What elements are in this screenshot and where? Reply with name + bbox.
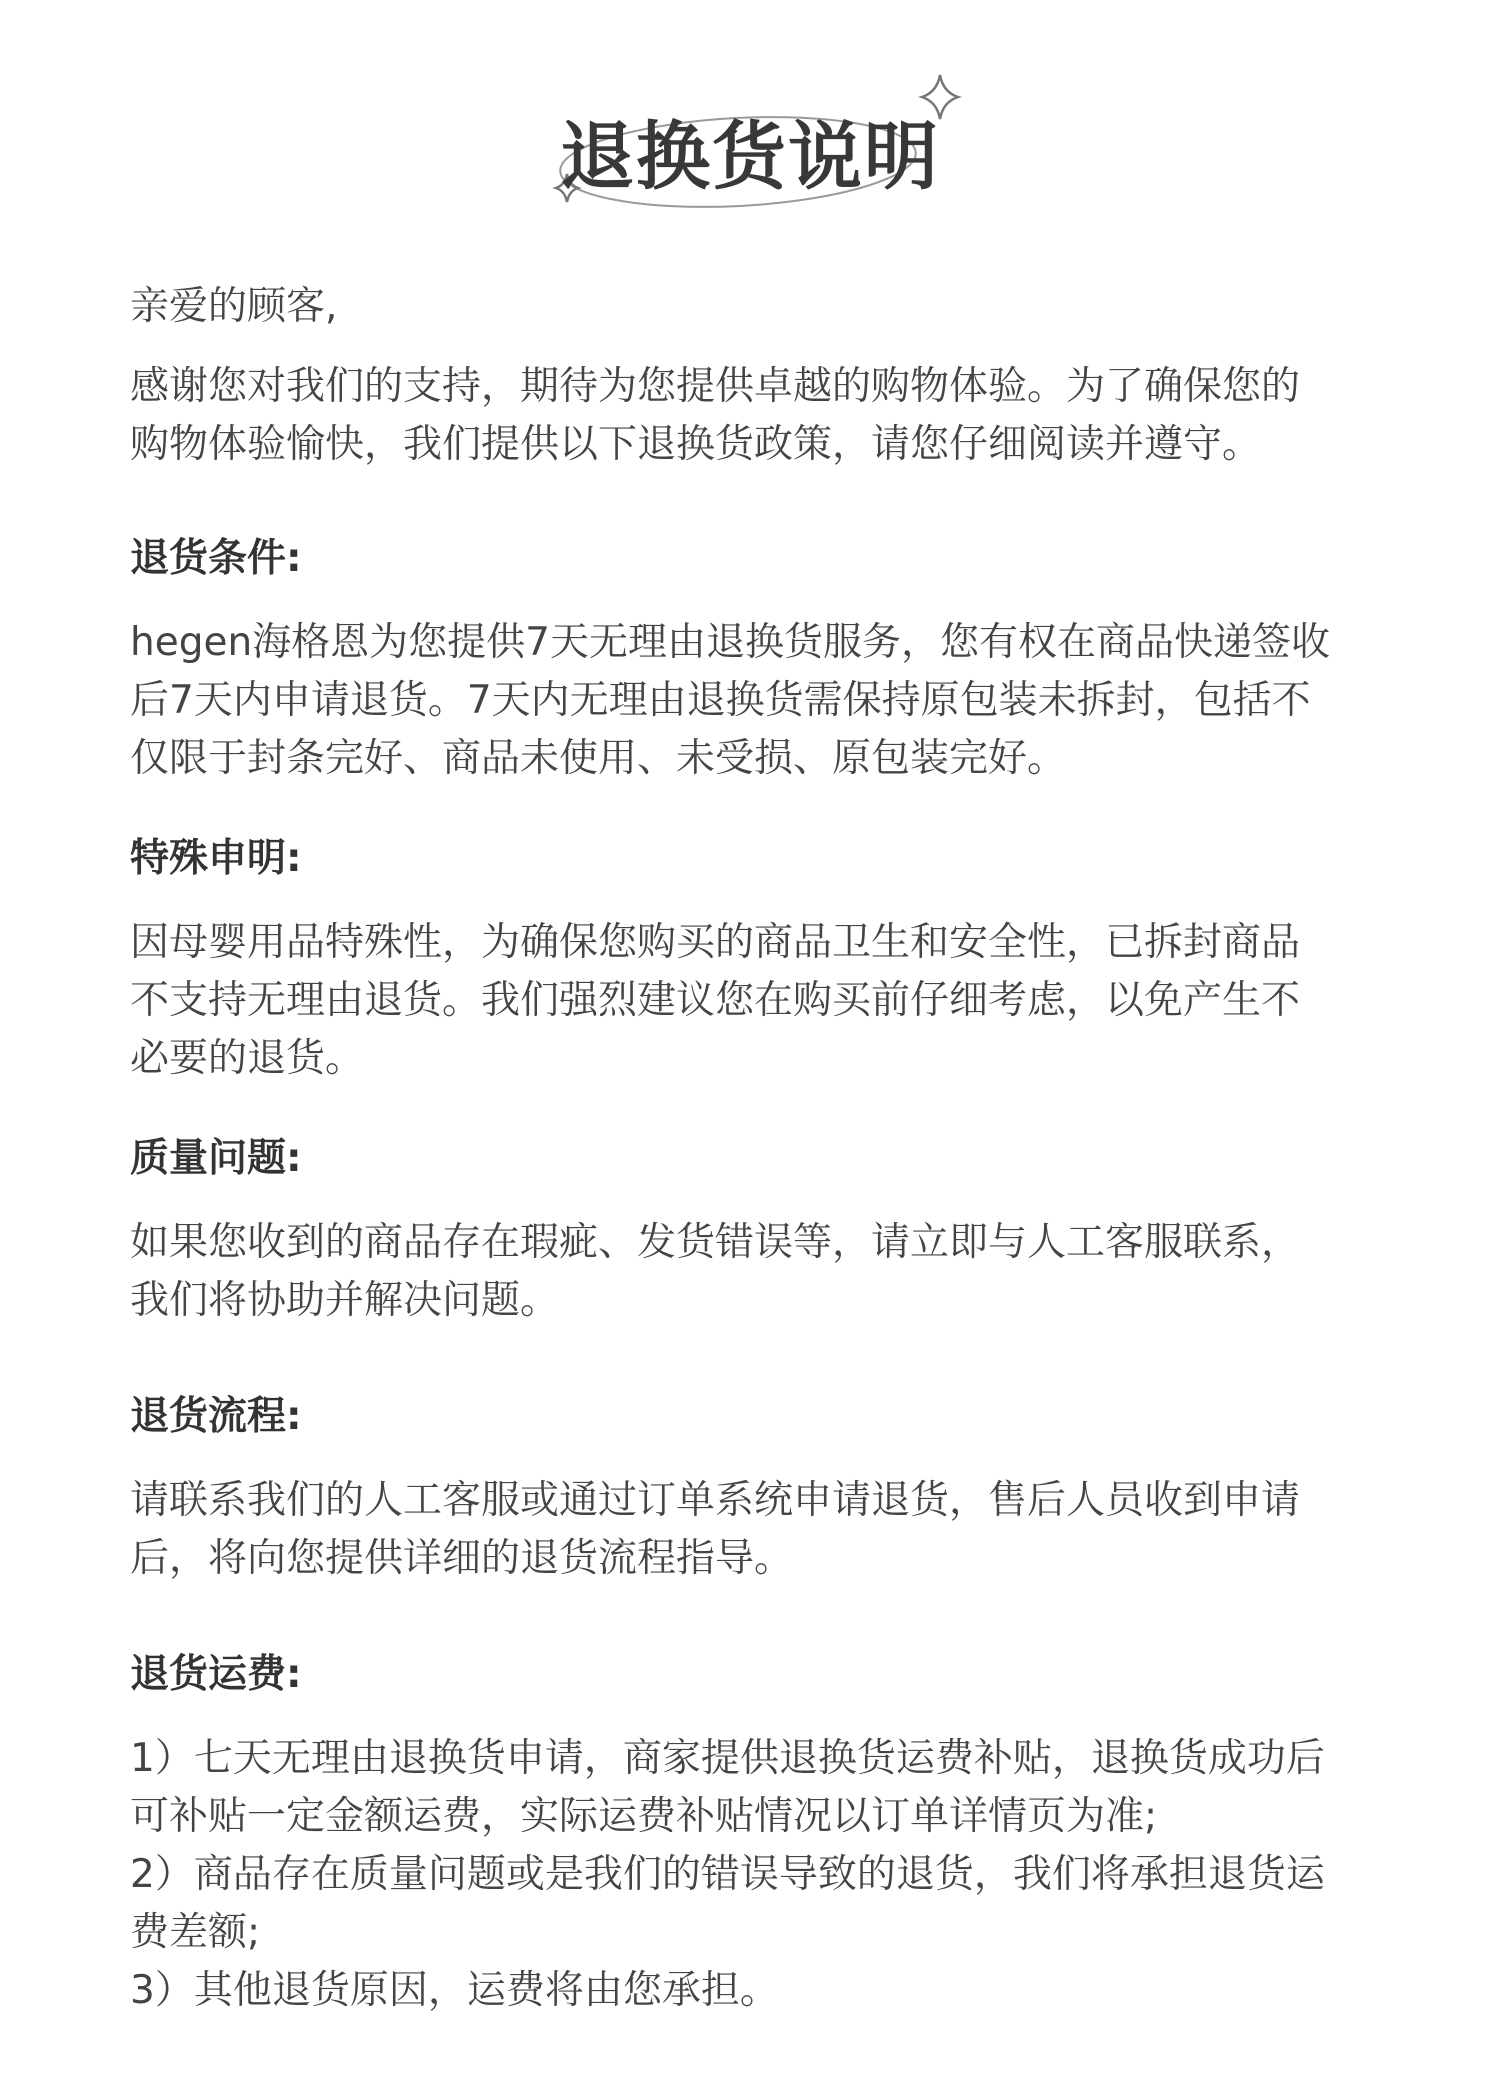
section-line: 如果您收到的商品存在瑕疵、发货错误等，请立即与人工客服联系，	[130, 1220, 1301, 1265]
section-special-statement	[130, 830, 1400, 1088]
document-body	[130, 278, 1400, 2020]
section-heading: 退货流程:	[130, 1394, 302, 1439]
section-line: 可补贴一定金额运费，实际运费补贴情况以订单详情页为准;	[130, 1794, 1158, 1839]
section-quality-issues	[130, 1130, 1400, 1330]
section-heading: 退货条件:	[130, 536, 302, 581]
section-line: 因母婴用品特殊性，为确保您购买的商品卫生和安全性，已拆封商品	[130, 920, 1301, 965]
greeting: 亲爱的顾客,	[130, 284, 338, 329]
section-line: 请联系我们的人工客服或通过订单系统申请退货，售后人员收到申请	[130, 1478, 1301, 1523]
section-line: 后7天内申请退货。7天内无理由退换货需保持原包装未拆封，包括不	[130, 678, 1311, 723]
section-line: 费差额;	[130, 1910, 261, 1955]
section-return-shipping	[130, 1646, 1400, 2020]
section-return-conditions	[130, 530, 1400, 788]
section-line: 必要的退货。	[130, 1036, 365, 1081]
section-line: 后，将向您提供详细的退货流程指导。	[130, 1536, 794, 1581]
section-line: 3）其他退货原因，运费将由您承担。	[130, 1968, 779, 2013]
section-line: 我们将协助并解决问题。	[130, 1278, 560, 1323]
section-line: 仅限于封条完好、商品未使用、未受损、原包装完好。	[130, 736, 1067, 781]
intro-paragraph	[130, 358, 1400, 474]
section-return-process	[130, 1388, 1400, 1588]
section-line: 不支持无理由退货。我们强烈建议您在购买前仔细考虑，以免产生不	[130, 978, 1301, 1023]
intro-line: 感谢您对我们的支持，期待为您提供卓越的购物体验。为了确保您的	[130, 364, 1301, 409]
page-title: 退换货说明	[560, 114, 940, 200]
section-line: hegen海格恩为您提供7天无理由退换货服务，您有权在商品快递签收	[130, 620, 1330, 665]
section-line: 2）商品存在质量问题或是我们的错误导致的退货，我们将承担退货运	[130, 1852, 1325, 1897]
section-line: 1）七天无理由退换货申请，商家提供退换货运费补贴，退换货成功后	[130, 1736, 1325, 1781]
section-heading: 退货运费:	[130, 1652, 302, 1697]
title-block	[0, 70, 1500, 240]
section-heading: 质量问题:	[130, 1136, 302, 1181]
section-heading: 特殊申明:	[130, 836, 302, 881]
intro-line: 购物体验愉快，我们提供以下退换货政策，请您仔细阅读并遵守。	[130, 422, 1262, 467]
